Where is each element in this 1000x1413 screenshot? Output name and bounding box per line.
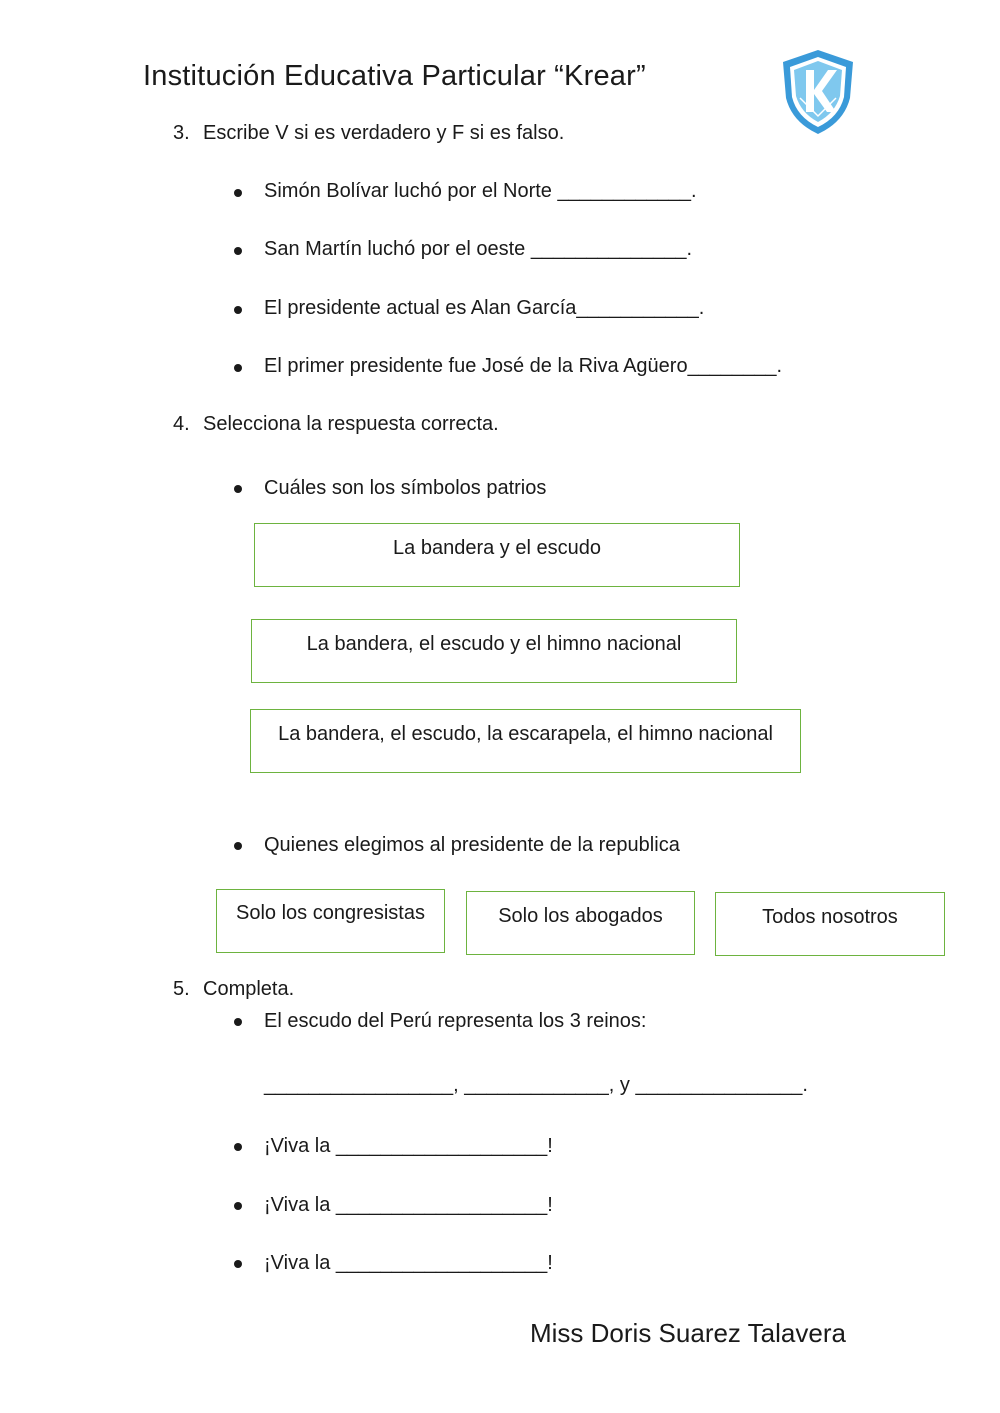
- sub-question-election: Quienes elegimos al presidente de la republica: [264, 834, 680, 856]
- question-text: Selecciona la respuesta correcta.: [203, 413, 499, 435]
- bullet: [234, 842, 242, 850]
- page-title: Institución Educativa Particular “Krear”: [143, 60, 646, 92]
- bullet: [234, 189, 242, 197]
- option-label: La bandera, el escudo y el himno nacional: [306, 633, 682, 655]
- sub-question-symbols: Cuáles son los símbolos patrios: [264, 477, 547, 499]
- question-number: 3.: [173, 122, 190, 144]
- question-3-prompt: [173, 122, 564, 145]
- option-flag-shield-cockade-anthem[interactable]: [250, 709, 801, 773]
- bullet: [234, 1202, 242, 1210]
- teacher-signature: Miss Doris Suarez Talavera: [530, 1318, 846, 1348]
- tf-statement[interactable]: Simón Bolívar luchó por el Norte ____________.: [264, 180, 697, 202]
- kingdoms-blanks[interactable]: _________________, _____________, y _______________.: [264, 1074, 808, 1096]
- tf-statement[interactable]: El primer presidente fue José de la Riva Agüero________.: [264, 355, 783, 377]
- tf-statement[interactable]: San Martín luchó por el oeste ______________.: [264, 238, 693, 260]
- bullet: [234, 1018, 242, 1026]
- shield-kingdoms-statement: El escudo del Perú representa los 3 reinos:: [264, 1010, 647, 1032]
- option-lawyers-only[interactable]: [466, 891, 695, 955]
- bullet: [234, 1143, 242, 1151]
- bullet: [234, 247, 242, 255]
- bullet: [234, 1260, 242, 1268]
- tf-statement[interactable]: El presidente actual es Alan García___________.: [264, 297, 705, 319]
- question-number: 5.: [173, 978, 190, 1000]
- option-all-of-us[interactable]: [715, 892, 945, 956]
- viva-blank[interactable]: ¡Viva la ___________________!: [264, 1252, 553, 1274]
- bullet: [234, 485, 242, 493]
- option-label: Solo los congresistas: [236, 902, 425, 924]
- bullet: [234, 364, 242, 372]
- option-label: Todos nosotros: [762, 906, 898, 928]
- option-congress-only[interactable]: [216, 889, 445, 953]
- option-flag-and-shield[interactable]: [254, 523, 740, 587]
- viva-blank[interactable]: ¡Viva la ___________________!: [264, 1135, 553, 1157]
- viva-blank[interactable]: ¡Viva la ___________________!: [264, 1194, 553, 1216]
- question-text: Completa.: [203, 978, 295, 1000]
- bullet: [234, 306, 242, 314]
- option-label: La bandera y el escudo: [393, 537, 601, 559]
- question-4-prompt: [173, 413, 499, 436]
- question-5-prompt: [173, 978, 294, 1001]
- option-label: La bandera, el escudo, la escarapela, el himno nacional: [278, 723, 773, 745]
- shield-k-logo-icon: [778, 46, 858, 138]
- option-flag-shield-anthem[interactable]: [251, 619, 737, 683]
- option-label: Solo los abogados: [498, 905, 663, 927]
- question-text: Escribe V si es verdadero y F si es falso.: [203, 122, 565, 144]
- question-number: 4.: [173, 413, 190, 435]
